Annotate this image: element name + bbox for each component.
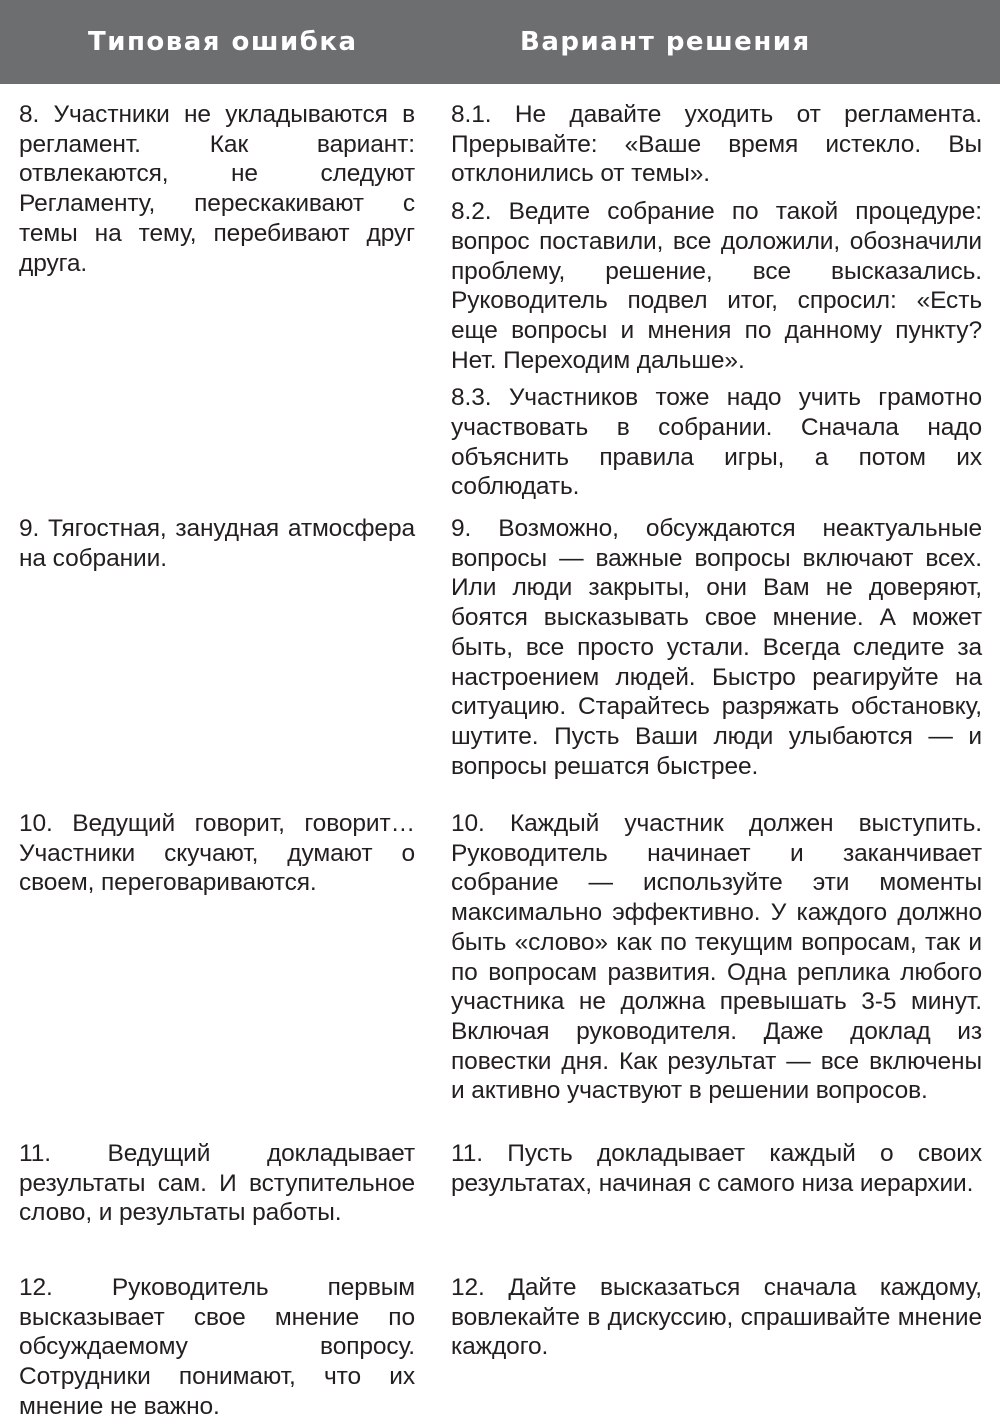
solution-11 bbox=[451, 1139, 982, 1198]
solution-10-text: 10. Каждый участник должен выступить. Руководитель начинает и заканчивает собрание — используйте эти моменты максимально эффективно. У каждого должно быть «слово» как по текущим вопросам, так и по вопросам развития. Одна реплика любого участника не должна превышать 3-5 минут. Включая руководителя. Даже доклад из повестки дня. Как результат — все включены и активно участвуют в решении вопросов. bbox=[451, 810, 982, 1105]
table-header bbox=[0, 0, 1000, 84]
header-typical-mistake: Типовая ошибка bbox=[88, 27, 358, 57]
solution-10 bbox=[451, 809, 982, 1106]
table-row bbox=[0, 514, 1000, 809]
solution-8 bbox=[451, 100, 982, 502]
mistake-9: 9. Тягостная, занудная атмосфера на собрании. bbox=[19, 515, 415, 572]
mistake-11: 11. Ведущий докладывает результаты сам. И вступительное слово, и результаты работы. bbox=[19, 1140, 415, 1227]
mistake-12: 12. Руководитель первым высказывает свое мнение по обсуждаемому вопросу. Сотрудники понимают, что их мнение не важно. bbox=[19, 1274, 415, 1420]
solution-8-2: 8.2. Ведите собрание по такой процедуре: вопрос поставили, все доложили, обозначили проблему, решение, все высказались. Руководитель подвел итог, спросил: «Есть еще вопросы и мнения по данному пункту? Нет. Переходим дальше». bbox=[451, 198, 982, 374]
table-row bbox=[0, 809, 1000, 1139]
header-solution-option: Вариант решения bbox=[520, 27, 811, 57]
solution-9 bbox=[451, 514, 982, 781]
solution-12 bbox=[451, 1273, 982, 1362]
solution-12-text: 12. Дайте высказаться сначала каждому, вовлекайте в дискуссию, спрашивайте мнение каждого. bbox=[451, 1274, 982, 1361]
solution-8-1: 8.1. Не давайте уходить от регламента. Прерывайте: «Ваше время истекло. Вы отклонились от темы». bbox=[451, 101, 982, 188]
table-row bbox=[0, 1139, 1000, 1273]
solution-8-3: 8.3. Участников тоже надо учить грамотно участвовать в собрании. Сначала надо объяснить правила игры, а потом их соблюдать. bbox=[451, 384, 982, 501]
mistake-10: 10. Ведущий говорит, говорит… Участники скучают, думают о своем, переговариваются. bbox=[19, 810, 415, 897]
solution-11-text: 11. Пусть докладывает каждый о своих результатах, начиная с самого низа иерархии. bbox=[451, 1140, 982, 1197]
table-row bbox=[0, 1273, 1000, 1422]
solution-9-text: 9. Возможно, обсуждаются неактуальные вопросы — важные вопросы включают всех. Или люди закрыты, они Вам не доверяют, боятся высказывать свое мнение. А может быть, все просто устали. Всегда следите за настроением людей. Быстро реагируйте на ситуацию. Старайтесь разряжать обстановку, шутите. Пусть Ваши люди улыбаются — и вопросы решатся быстрее. bbox=[451, 515, 982, 780]
mistakes-table bbox=[0, 100, 1000, 1422]
table-row bbox=[0, 100, 1000, 514]
mistake-8: 8. Участники не укладываются в регламент. Как вариант: отвлекаются, не следуют Регламенту, перескакивают с темы на тему, перебивают друг друга. bbox=[19, 101, 415, 277]
